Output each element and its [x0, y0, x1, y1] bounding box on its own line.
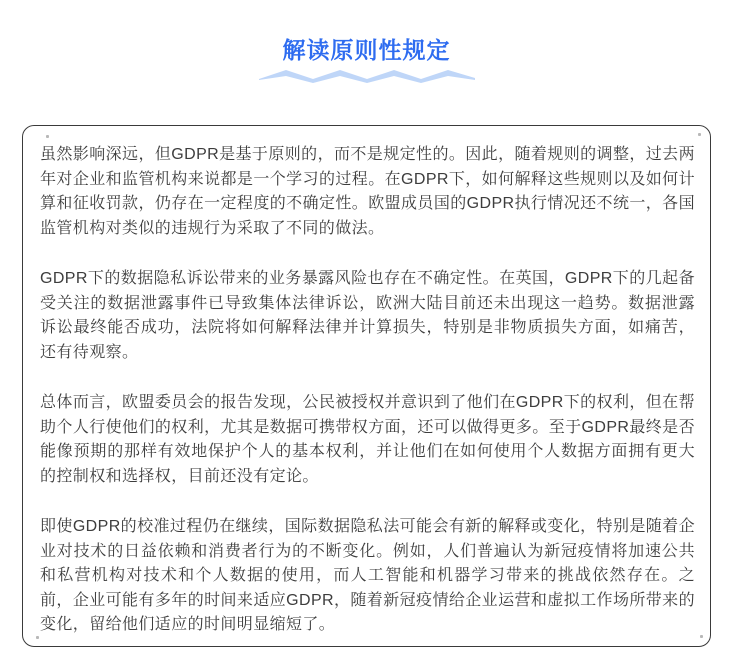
page-header: [0, 37, 733, 83]
paragraph-1: 虽然影响深远，但GDPR是基于原则的，而不是规定性的。因此，随着规则的调整，过去两年对企业和监管机构来说都是一个学习的过程。在GDPR下，如何解释这些规则以及如何计算和征收罚款，仍存在一定程度的不确定性。欧盟成员国的GDPR执行情况还不统一，各国监管机构对类似的违规行为采取了不同的做法。: [40, 146, 695, 237]
page-title: 解读原则性规定: [282, 37, 451, 63]
corner-mark-bottom-left: [36, 636, 39, 639]
corner-mark-bottom-right: [700, 635, 703, 638]
paragraph-4: 即使GDPR的校准过程仍在继续，国际数据隐私法可能会有新的解释或变化，特别是随着企业对技术的日益依赖和消费者行为的不断变化。例如，人们普遍认为新冠疫情将加速公共和私营机构对技术和个人数据的使用，而人工智能和机器学习带来的挑战依然存在。之前，企业可能有多年的时间来适应GDPR，随着新冠疫情给企业运营和虚拟工作场所带来的变化，留给他们适应的时间明显缩短了。: [40, 518, 695, 633]
content-box: [22, 125, 711, 647]
corner-mark-top-left: [46, 135, 49, 138]
paragraph-2: GDPR下的数据隐私诉讼带来的业务暴露风险也存在不确定性。在英国，GDPR下的几起备受关注的数据泄露事件已导致集体法律诉讼，欧洲大陆目前还未出现这一趋势。数据泄露诉讼最终能否成功，法院将如何解释法律并计算损失，特别是非物质损失方面，如痛苦，还有待观察。: [40, 270, 695, 361]
paragraph-3: 总体而言，欧盟委员会的报告发现，公民被授权并意识到了他们在GDPR下的权利，但在帮助个人行使他们的权利，尤其是数据可携带权方面，还可以做得更多。至于GDPR最终是否能像预期的那样有效地保护个人的基本权利，并让他们在如何使用个人数据方面拥有更大的控制权和选择权，目前还没有定论。: [40, 394, 695, 485]
corner-mark-top-right: [698, 133, 701, 136]
wave-zigzag-icon: [259, 67, 475, 83]
